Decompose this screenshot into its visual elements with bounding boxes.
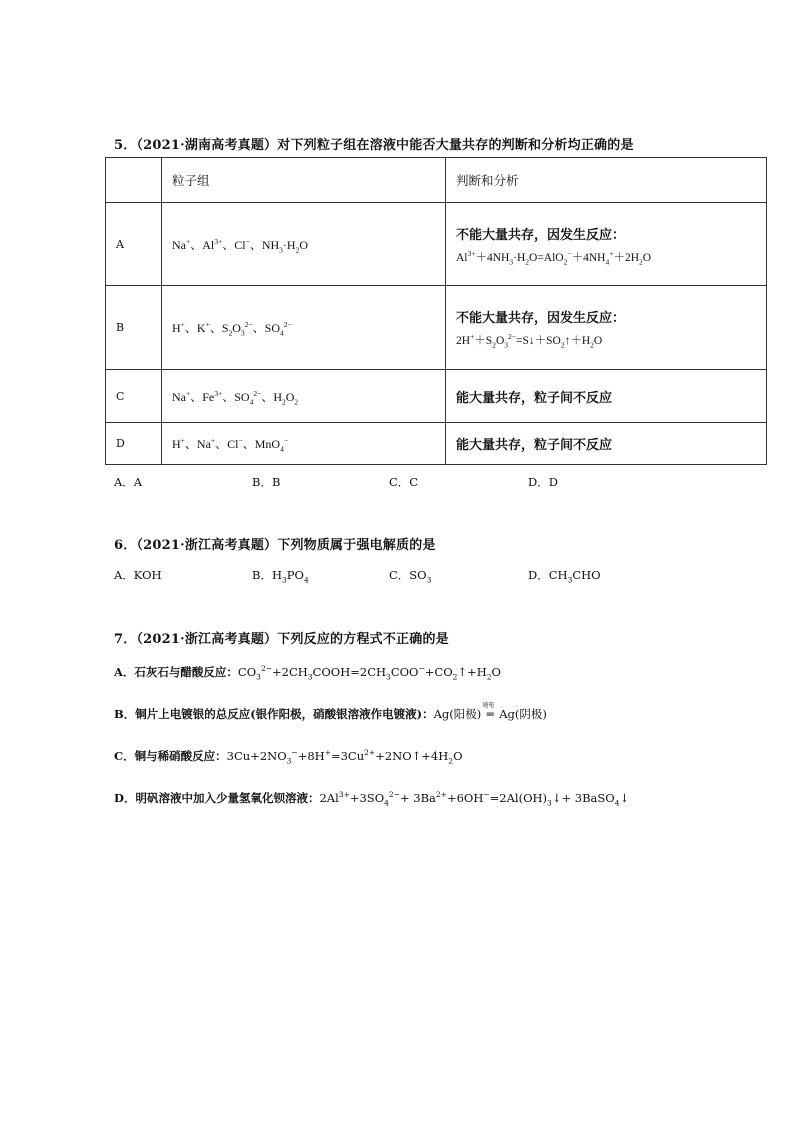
row-label: D: [106, 423, 162, 465]
q5-option-b: B．B: [252, 475, 281, 489]
q7-option-a: A．石灰石与醋酸反应：$CO_3^{2-}+2CH_3COOH=2CH_3COO^-+CO_2↑+H_2O$: [114, 664, 501, 682]
equation-b: $2H^++S_2O_3^{2-}=S↓+SO_2↑+H_2O$: [456, 332, 603, 350]
q6-option-a: A．KOH: [114, 568, 162, 582]
judgement-b: [446, 286, 767, 370]
question-5-title: 5．（2021·湖南高考真题）对下列粒子组在溶液中能否大量共存的判断和分析均正确的是: [114, 138, 634, 153]
judgement-text: 不能大量共存，因发生反应：: [456, 227, 626, 243]
q6-option-d: D．$CH_3CHO$: [528, 568, 601, 585]
q5-option-a: A．A: [114, 475, 143, 489]
q6-option-c: C．$SO_3$: [389, 568, 432, 585]
table-row: [106, 370, 767, 423]
table-header-row: [106, 158, 767, 203]
question-5-table: [105, 157, 767, 465]
particle-group-c: Na+、$Fe^{3+}$、$SO_4^{2-}$、$H_2O_2$: [162, 370, 446, 423]
question-6-title: 6．（2021·浙江高考真题）下列物质属于强电解质的是: [114, 538, 436, 553]
table-row: [106, 423, 767, 465]
q5-option-d: D．D: [528, 475, 558, 489]
particle-group-d: H+、Na+、Cl−、MnO$_4$−: [162, 423, 446, 465]
particle-group-a: Na+、$Al^{3+}$、Cl−、$NH_3\cdot H_2O$: [162, 203, 446, 286]
judgement-a: [446, 203, 767, 286]
header-empty-cell: [106, 158, 162, 203]
q5-option-c: C．C: [389, 475, 419, 489]
judgement-d: 能大量共存，粒子间不反应: [446, 423, 767, 465]
header-judgement: 判断和分析: [446, 158, 767, 203]
particle-group-b: H+、K+、$S_2O_3^{2-}$、$SO_4^{2-}$: [162, 286, 446, 370]
table-row: [106, 203, 767, 286]
row-label: C: [106, 370, 162, 423]
q7-option-b: B．铜片上电镀银的总反应(银作阳极，硝酸银溶液作电镀液)：Ag(阳极) 通电 ═ Ag(阴极): [114, 702, 547, 721]
question-7-title: 7．（2021·浙江高考真题）下列反应的方程式不正确的是: [114, 632, 449, 647]
row-label: B: [106, 286, 162, 370]
q6-option-b: B．$H_3PO_4$: [252, 568, 309, 585]
judgement-text: 不能大量共存，因发生反应：: [456, 311, 626, 326]
row-label: A: [106, 203, 162, 286]
q7-option-d: D．明矾溶液中加入少量氢氧化钡溶液：$2Al^{3+}+3SO_4^{2-}+$ $3Ba^{2+}+6OH^-=2Al(OH)_3↓+$ 3BaSO$_4$↓: [114, 790, 630, 808]
judgement-c: 能大量共存，粒子间不反应: [446, 370, 767, 423]
header-particle-group: 粒子组: [162, 158, 446, 203]
table-row: [106, 286, 767, 370]
equation-a: $Al^{3+}+4NH_3\cdot H_2O=AlO_2^-+4NH_4^++2H_2O$: [456, 248, 652, 266]
q7-option-c: C．铜与稀硝酸反应：$3Cu+2NO_3^-+8H^+=3Cu^{2+}+2NO↑+4H_2O$: [114, 748, 463, 766]
